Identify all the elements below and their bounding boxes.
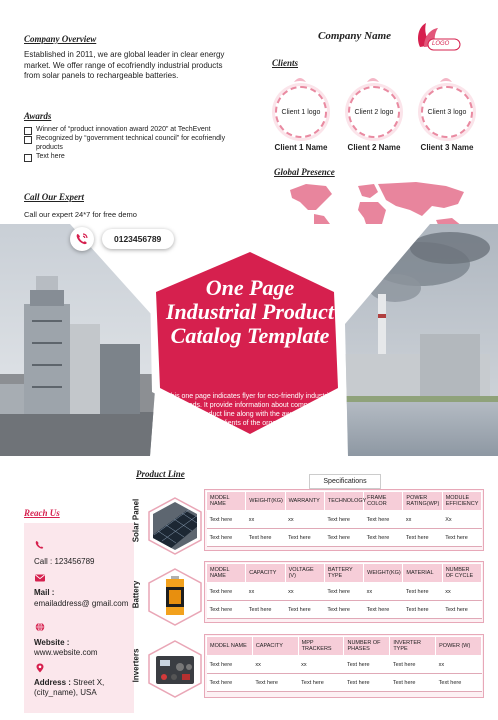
table-cell: Text here (246, 529, 285, 547)
inverter-image (146, 640, 204, 698)
table-cell: xx (285, 583, 324, 601)
product-label-inverters: Inverters (131, 648, 141, 683)
table-cell: Text here (403, 601, 442, 619)
solar-panel-spec-table (206, 491, 482, 547)
company-logo (412, 19, 462, 53)
column-header: CAPACITY (252, 637, 298, 656)
table-cell: Text here (324, 583, 363, 601)
table-cell: Text here (285, 601, 324, 619)
table-cell: Text here (403, 529, 442, 547)
call-expert-text: Call our expert 24*7 for free demo (24, 210, 137, 219)
column-header: MODEL NAME (207, 637, 253, 656)
battery-image (146, 568, 204, 626)
client-1-logo (275, 86, 327, 138)
inverter-spec-table (206, 636, 482, 692)
table-cell: Text here (436, 674, 482, 692)
table-cell: Text here (246, 601, 285, 619)
awards-title: Awards (24, 111, 52, 121)
table-cell: Text here (403, 583, 442, 601)
product-label-solar-panel: Solar Panel (131, 498, 141, 543)
company-overview-text: Established in 2011, we are global leader in clear energy market. We offer range of ecofriendly industrial products from solar panels to rechargeable batteries. (24, 50, 225, 80)
globe-icon (34, 622, 46, 632)
reach-website[interactable]: www.website.com (34, 648, 98, 657)
client-logo-text: Client 3 logo (427, 108, 467, 116)
hero-description: This one page indicates flyer for eco-friendly industrial goods. It provide information about company overview, product line along with the awards won and trusted clients of the organization. (166, 393, 334, 427)
reach-website-label: Website : (34, 638, 70, 647)
reach-call[interactable]: Call : 123456789 (34, 557, 95, 566)
logo-text: LOGO (432, 41, 450, 47)
client-logo-text: Client 1 logo (281, 108, 321, 116)
client-3-name: Client 3 Name (420, 143, 474, 152)
table-header-row (207, 492, 482, 511)
table-cell: Text here (442, 529, 481, 547)
table-cell: xx (442, 583, 481, 601)
hero-title: One Page Industrial Product Catalog Template (165, 275, 335, 348)
table-cell: xx (285, 511, 324, 529)
award-item: Recognized by “government technical council” for ecofriendly products (24, 135, 234, 152)
reach-address-value: Street X, (city_name), USA (34, 678, 105, 697)
call-expert-title: Call Our Expert (24, 192, 85, 202)
table-row (207, 601, 482, 619)
client-logo-text: Client 2 logo (354, 108, 394, 116)
table-cell: Text here (324, 511, 363, 529)
column-header: FRAME COLOR (364, 492, 403, 511)
phone-icon (34, 540, 46, 550)
product-label-battery: Battery (131, 580, 141, 609)
table-cell: Text here (390, 656, 436, 674)
client-2-logo (348, 86, 400, 138)
table-cell: Text here (344, 656, 390, 674)
global-presence-title: Global Presence (274, 167, 335, 177)
column-header: VOLTAGE (V) (285, 564, 324, 583)
column-header: WARRANTY (285, 492, 324, 511)
table-cell: Text here (344, 674, 390, 692)
location-pin-icon (34, 663, 46, 673)
table-cell: Text here (207, 601, 246, 619)
company-name: Company Name (318, 30, 392, 42)
column-header: POWER (W) (436, 637, 482, 656)
table-cell: Text here (207, 511, 246, 529)
client-2-name: Client 2 Name (347, 143, 401, 152)
table-row (207, 583, 482, 601)
award-item: Winner of “product innovation award 2020” at TechEvent (24, 126, 234, 134)
table-cell: Text here (364, 601, 403, 619)
table-cell: xx (436, 656, 482, 674)
table-cell: xx (403, 511, 442, 529)
table-cell: Text here (298, 674, 344, 692)
table-header-row (207, 564, 482, 583)
table-cell: Text here (252, 674, 298, 692)
table-cell: Text here (364, 529, 403, 547)
table-cell: Text here (390, 674, 436, 692)
table-cell: xx (252, 656, 298, 674)
column-header: MATERIAL (403, 564, 442, 583)
column-header: MODEL NAME (207, 492, 246, 511)
ribbon-decoration (292, 74, 482, 86)
column-header: POWER RATING(WP) (403, 492, 442, 511)
award-item: Text here (24, 153, 234, 161)
table-header-row (207, 637, 482, 656)
mail-icon (34, 573, 46, 583)
table-row (207, 511, 482, 529)
table-cell: Text here (364, 511, 403, 529)
awards-list (24, 126, 234, 163)
specifications-header: Specifications (309, 474, 381, 489)
reach-address (34, 678, 138, 698)
table-cell: Text here (324, 529, 363, 547)
table-row (207, 529, 482, 547)
clients-title: Clients (272, 58, 299, 68)
table-cell: Xx (442, 511, 481, 529)
table-cell: Text here (207, 656, 253, 674)
reach-mail-label: Mail : (34, 588, 55, 597)
column-header: NUMBER OF CYCLE (442, 564, 481, 583)
column-header: WEIGHT(KG) (246, 492, 285, 511)
table-cell: Text here (442, 601, 481, 619)
table-cell: Text here (207, 583, 246, 601)
table-cell: Text here (324, 601, 363, 619)
client-3-logo (421, 86, 473, 138)
company-overview-title: Company Overview (24, 34, 97, 44)
column-header: NUMBER OF PHASES (344, 637, 390, 656)
battery-spec-table (206, 563, 482, 619)
expert-phone-number[interactable]: 0123456789 (102, 229, 174, 249)
table-cell: xx (246, 511, 285, 529)
phone-icon (70, 227, 94, 251)
table-cell: Text here (207, 529, 246, 547)
reach-us-title: Reach Us (24, 508, 60, 518)
table-row (207, 656, 482, 674)
solar-panel-image (146, 497, 204, 555)
table-cell: xx (298, 656, 344, 674)
column-header: BATTERY TYPE (324, 564, 363, 583)
table-cell: Text here (207, 674, 253, 692)
column-header: MODULE EFFICIENCY (442, 492, 481, 511)
column-header: TECHNOLOGY (324, 492, 363, 511)
product-line-title: Product Line (136, 469, 185, 479)
table-cell: xx (246, 583, 285, 601)
column-header: MODEL NAME (207, 564, 246, 583)
column-header: WEIGHT(KG) (364, 564, 403, 583)
column-header: CAPACITY (246, 564, 285, 583)
client-1-name: Client 1 Name (274, 143, 328, 152)
reach-mail[interactable]: emailaddress@ gmail.com (34, 599, 129, 608)
reach-address-label: Address : (34, 678, 71, 687)
column-header: INVERTER TYPE (390, 637, 436, 656)
column-header: MPP TRACKERS (298, 637, 344, 656)
table-cell: Text here (285, 529, 324, 547)
table-row (207, 674, 482, 692)
table-cell: xx (364, 583, 403, 601)
